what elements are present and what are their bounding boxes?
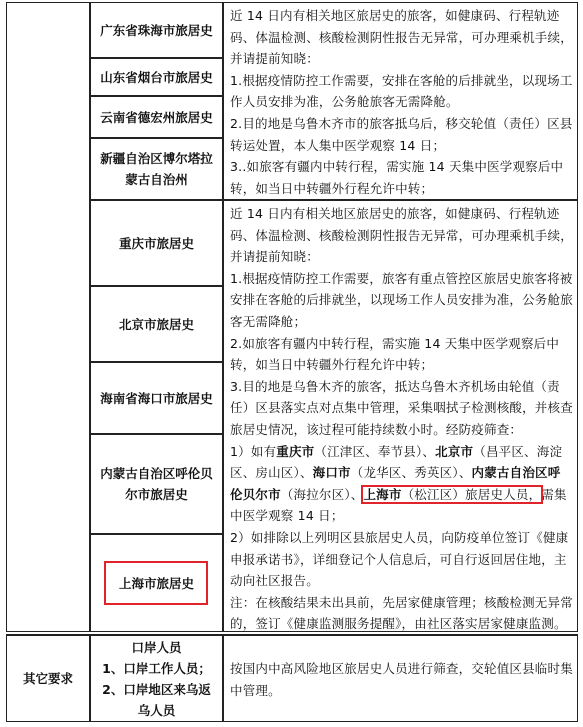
region-chongqing: 重庆市旅居史 xyxy=(90,200,223,286)
region-shanghai: 上海市旅居史 xyxy=(90,534,223,632)
port-staff-cell: 口岸人员 1、口岸工作人员； 2、口岸地区来乌返乌人员 xyxy=(90,635,223,722)
region-guangdong: 广东省珠海市旅居史 xyxy=(90,2,223,58)
travel-history-table xyxy=(6,2,578,722)
policy-text-block-2: 近 14 日内有相关地区旅居史的旅客，如健康码、行程轨迹码、体温检测、核酸检测阴性报告无异常，可办理乘机手续，并请提前知晓： 1.根据疫情防控工作需要，旅客有重点管控区旅居史旅客将被安排在客舱的后排就坐，以现场工作人员安排为准，公务舱旅客无需降舱； 2.如旅客有疆内中转行程，需实施 14 天集中医学观察后中转，如当日中转疆外行程允许中转； 3.目的地是乌鲁木齐的旅客，抵达乌鲁木齐机场由轮值（责任）区县落实点对点集中管理，采集咽拭子检测核酸，并核查旅居史情况，该过程可能持续数小时。经防疫筛查： 1）如有重庆市（江津区、奉节县）、北京市（昌平区、海淀区、房山区）、海口市（龙华区、秀英区）、内蒙古自治区呼伦贝尔市（海拉尔区）、上海市（松江区）旅居史人员，需集中医学观察 14 日； 2）如排除以上列明区县旅居史人员，向防疫单位签订《健康申报承诺书》，详细登记个人信息后，可自行返回居住地，主动向社区报告。 注：在核酸结果未出具前，先居家健康管理；核酸检测无异常的，签订《健康监测服务提醒》，由社区落实居家健康监测。 xyxy=(223,200,578,632)
port-staff-policy: 按国内中高风险地区旅居史人员进行筛查，交轮值区县临时集中管理。 xyxy=(223,635,578,722)
region-neimenggu: 内蒙古自治区呼伦贝尔市旅居史 xyxy=(90,434,223,534)
category-cell-empty xyxy=(6,2,90,632)
region-xinjiang: 新疆自治区博尔塔拉蒙古自治州 xyxy=(90,138,223,200)
other-requirements-heading: 其它要求 xyxy=(6,635,90,722)
region-hainan: 海南省海口市旅居史 xyxy=(90,362,223,434)
policy-text-block-1: 近 14 日内有相关地区旅居史的旅客，如健康码、行程轨迹码、体温检测、核酸检测阴性报告无异常，可办理乘机手续，并请提前知晓： 1.根据疫情防控工作需要，安排在客舱的后排就坐，以现场工作人员安排为准，公务舱旅客无需降舱。 2.目的地是乌鲁木齐市的旅客抵乌后，移交轮值（责任）区县转运处置，本人集中医学观察 14 日； 3..如旅客有疆内中转行程，需实施 14 天集中医学观察后中转，如当日中转疆外行程允许中转； xyxy=(223,2,578,200)
region-shandong: 山东省烟台市旅居史 xyxy=(90,58,223,96)
screening-rule-1: 1）如有重庆市（江津区、奉节县）、北京市（昌平区、海淀区、房山区）、海口市（龙华区、秀英区）、内蒙古自治区呼伦贝尔市（海拉尔区）、上海市（松江区）旅居史人员，需集中医学观察 14 日； xyxy=(230,443,567,524)
highlight-box xyxy=(104,561,208,605)
region-yunnan: 云南省德宏州旅居史 xyxy=(90,96,223,138)
shanghai-highlight: 上海市（松江区）旅居史人员， xyxy=(363,486,542,502)
region-beijing: 北京市旅居史 xyxy=(90,286,223,362)
